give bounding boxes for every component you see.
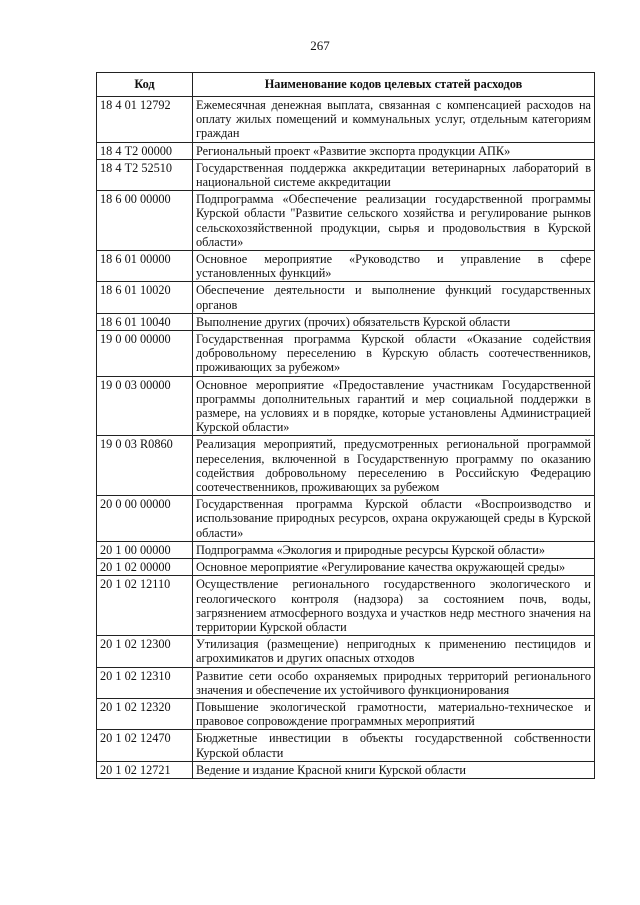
row-name: Государственная программа Курской области «Воспроизводство и использование природных ресурсов, охрана окружающей среды в Курской области» xyxy=(193,496,595,542)
table-row xyxy=(97,559,595,576)
row-code: 18 6 01 10040 xyxy=(97,313,193,330)
row-name: Бюджетные инвестиции в объекты государственной собственности Курской области xyxy=(193,730,595,761)
row-code: 20 1 02 12300 xyxy=(97,636,193,667)
table-row xyxy=(97,730,595,761)
row-code: 18 4 Т2 52510 xyxy=(97,159,193,190)
row-name: Утилизация (размещение) непригодных к применению пестицидов и агрохимикатов и других опасных отходов xyxy=(193,636,595,667)
row-name: Обеспечение деятельности и выполнение функций государственных органов xyxy=(193,282,595,313)
row-name: Выполнение других (прочих) обязательств Курской области xyxy=(193,313,595,330)
row-code: 20 1 02 12310 xyxy=(97,667,193,698)
table-row xyxy=(97,97,595,143)
row-name: Подпрограмма «Обеспечение реализации государственной программы Курской области "Развитие сельского хозяйства и регулирование рынков сельскохозяйственной продукции, сырья и продовольствия в Курской области» xyxy=(193,191,595,251)
row-name: Региональный проект «Развитие экспорта продукции АПК» xyxy=(193,142,595,159)
header-name: Наименование кодов целевых статей расходов xyxy=(193,73,595,97)
row-code: 20 1 00 00000 xyxy=(97,541,193,558)
row-code: 20 1 02 12470 xyxy=(97,730,193,761)
row-code: 18 4 01 12792 xyxy=(97,97,193,143)
row-name: Осуществление регионального государственного экологического и геологического контроля (надзора) за состоянием почв, воды, загрязнением атмосферного воздуха и участков недр местного значения на территории Курской области xyxy=(193,576,595,636)
row-name: Ведение и издание Красной книги Курской области xyxy=(193,761,595,778)
table-row xyxy=(97,436,595,496)
table-header-row xyxy=(97,73,595,97)
row-code: 18 4 Т2 00000 xyxy=(97,142,193,159)
page-number: 267 xyxy=(310,38,330,53)
row-name: Основное мероприятие «Предоставление участникам Государственной программы дополнительных гарантий и мер социальной поддержки в размере, на условиях и в порядке, которые установлены Администрацией Курской области» xyxy=(193,376,595,436)
row-code: 20 0 00 00000 xyxy=(97,496,193,542)
row-code: 18 6 01 10020 xyxy=(97,282,193,313)
header-code: Код xyxy=(97,73,193,97)
row-name: Развитие сети особо охраняемых природных территорий регионального значения и обеспечение их устойчивого функционирования xyxy=(193,667,595,698)
table-row xyxy=(97,636,595,667)
row-name: Основное мероприятие «Руководство и управление в сфере установленных функций» xyxy=(193,251,595,282)
table-row xyxy=(97,541,595,558)
row-name: Государственная поддержка аккредитации ветеринарных лабораторий в национальной системе аккредитации xyxy=(193,159,595,190)
row-code: 20 1 02 00000 xyxy=(97,559,193,576)
table-row xyxy=(97,282,595,313)
table-row xyxy=(97,191,595,251)
table-row xyxy=(97,761,595,778)
row-code: 19 0 00 00000 xyxy=(97,331,193,377)
table-row xyxy=(97,698,595,729)
row-name: Подпрограмма «Экология и природные ресурсы Курской области» xyxy=(193,541,595,558)
table-row xyxy=(97,576,595,636)
row-code: 20 1 02 12721 xyxy=(97,761,193,778)
row-name: Государственная программа Курской области «Оказание содействия добровольному переселению в Курскую область соотечественников, проживающих за рубежом» xyxy=(193,331,595,377)
table-row xyxy=(97,313,595,330)
table-row xyxy=(97,376,595,436)
row-name: Реализация мероприятий, предусмотренных региональной программой переселения, включенной в Государственную программу по оказанию содействия добровольному переселению в Российскую Федерацию соотечественников, проживающих за рубежом xyxy=(193,436,595,496)
table-row xyxy=(97,251,595,282)
row-code: 19 0 03 R0860 xyxy=(97,436,193,496)
row-code: 18 6 01 00000 xyxy=(97,251,193,282)
row-name: Основное мероприятие «Регулирование качества окружающей среды» xyxy=(193,559,595,576)
table-row xyxy=(97,496,595,542)
target-articles-table xyxy=(96,72,595,779)
table-row xyxy=(97,331,595,377)
row-code: 20 1 02 12110 xyxy=(97,576,193,636)
table-row xyxy=(97,142,595,159)
row-name: Ежемесячная денежная выплата, связанная с компенсацией расходов на оплату жилых помещений и коммунальных услуг, отдельным категориям граждан xyxy=(193,97,595,143)
row-name: Повышение экологической грамотности, материально-техническое и правовое сопровождение программных мероприятий xyxy=(193,698,595,729)
row-code: 18 6 00 00000 xyxy=(97,191,193,251)
row-code: 19 0 03 00000 xyxy=(97,376,193,436)
row-code: 20 1 02 12320 xyxy=(97,698,193,729)
table-row xyxy=(97,667,595,698)
table-row xyxy=(97,159,595,190)
